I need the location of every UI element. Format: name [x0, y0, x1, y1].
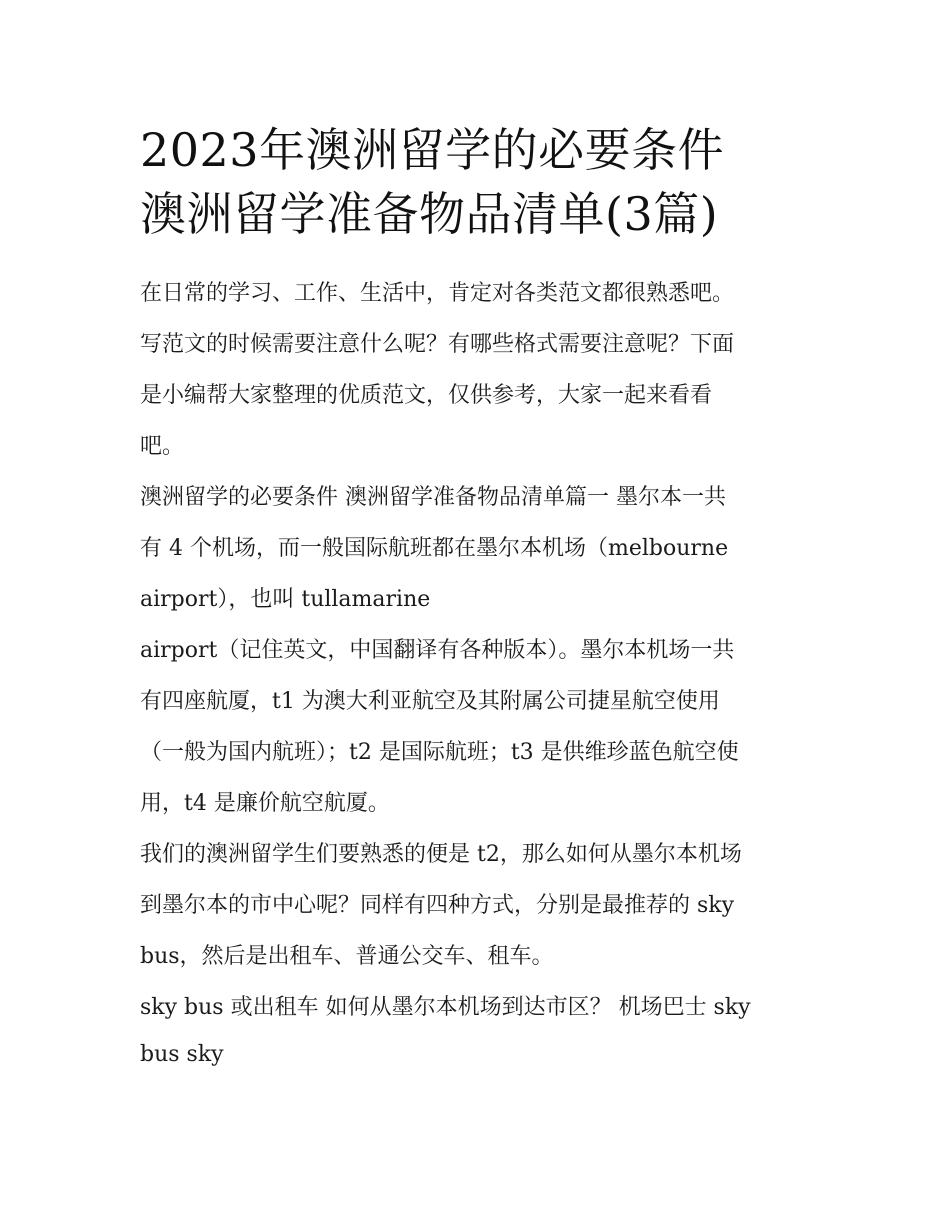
title-line-2: 澳洲留学准备物品清单(3篇) [140, 187, 719, 241]
text-line: 我们的澳洲留学生们要熟悉的便是 t2，那么如何从墨尔本机场 [140, 842, 742, 867]
text-line: 是小编帮大家整理的优质范文，仅供参考，大家一起来看看 [140, 383, 713, 408]
text-line: 写范文的时候需要注意什么呢？有哪些格式需要注意呢？下面 [140, 332, 735, 357]
text-line: airport（记住英文，中国翻译有各种版本）。墨尔本机场一共 [140, 638, 735, 663]
text-line: bus，然后是出租车、普通公交车、租车。 [140, 944, 554, 969]
text-line: 有 4 个机场，而一般国际航班都在墨尔本机场（melbourne [140, 536, 729, 561]
text-line: 吧。 [140, 434, 185, 459]
text-line: sky bus 或出租车 如何从墨尔本机场到达市区？ 机场巴士 sky [140, 995, 751, 1020]
document-content [140, 118, 815, 1077]
text-line: 有四座航厦，t1 为澳大利亚航空及其附属公司捷星航空使用 [140, 689, 720, 714]
text-line: 澳洲留学的必要条件 澳洲留学准备物品清单篇一 墨尔本一共 [140, 485, 726, 510]
paragraph-intro [140, 268, 815, 472]
paragraph-transport [140, 829, 815, 982]
paragraph-skybus [140, 982, 815, 1077]
text-line: airport），也叫 tullamarine [140, 587, 431, 612]
text-line: 用，t4 是廉价航空航厦。 [140, 791, 390, 816]
document-body [140, 268, 815, 1077]
text-line: （一般为国内航班）；t2 是国际航班；t3 是供维珍蓝色航空使 [140, 740, 739, 765]
title-line-1: 2023年澳洲留学的必要条件 [140, 123, 725, 177]
text-line: bus sky [140, 1042, 224, 1067]
text-line: 到墨尔本的市中心呢？同样有四种方式，分别是最推荐的 sky [140, 893, 735, 918]
text-line: 在日常的学习、工作、生活中，肯定对各类范文都很熟悉吧。 [140, 281, 735, 306]
document-title [140, 118, 815, 246]
paragraph-airports [140, 472, 815, 829]
